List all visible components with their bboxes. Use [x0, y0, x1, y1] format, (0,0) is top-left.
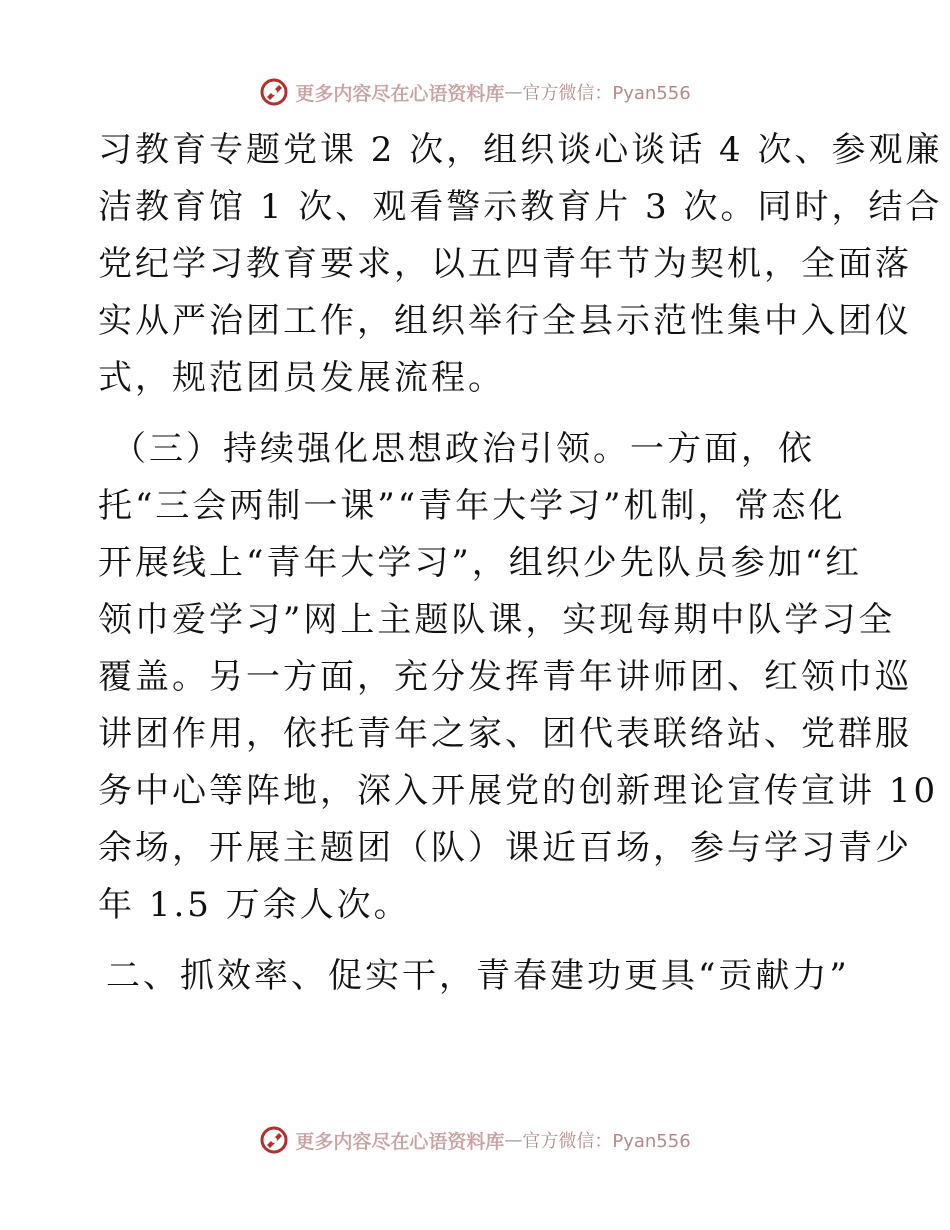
banner-wechat: 官方微信：Pyan556 [522, 1131, 691, 1152]
paragraph-1 [98, 122, 943, 407]
banner-title: 更多内容尽在心语资料库 [295, 82, 505, 105]
text-line: 托“三会两制一课”“青年大学习”机制，常态化 [98, 486, 846, 526]
text-line: 式，规范团员发展流程。 [98, 358, 505, 398]
text-line: 余场，开展主题团（队）课近百场，参与学习青少 [98, 828, 912, 868]
text-line: 开展线上“青年大学习”，组织少先队员参加“红 [98, 543, 863, 583]
text-line: 年 1.5 万余人次。 [98, 885, 411, 925]
header-watermark [0, 72, 950, 112]
banner-dash: — [504, 81, 523, 103]
text-line: 讲团作用，依托青年之家、团代表联络站、党群服 [98, 714, 912, 754]
banner-title: 更多内容尽在心语资料库 [295, 1130, 505, 1153]
logo-icon [259, 1125, 289, 1155]
section-heading: （三）持续强化思想政治引领。一方面，依 [112, 429, 815, 469]
document-body [98, 122, 943, 1005]
paragraph-3 [98, 948, 868, 1005]
text-line: 务中心等阵地，深入开展党的创新理论宣传宣讲 10 [98, 771, 939, 811]
logo-icon [259, 77, 289, 107]
paragraph-2 [98, 421, 939, 934]
text-line: 实从严治团工作，组织举行全县示范性集中入团仪 [98, 301, 912, 341]
chapter-heading: 二、抓效率、促实干，青春建功更具“贡献力” [106, 956, 850, 996]
text-line: 习教育专题党课 2 次，组织谈心谈话 4 次、参观廉 [98, 130, 943, 170]
text-line: 党纪学习教育要求，以五四青年节为契机，全面落 [98, 244, 912, 284]
text-line: 领巾爱学习”网上主题队课，实现每期中队学习全 [98, 600, 896, 640]
banner-dash: — [504, 1129, 523, 1151]
banner-wechat: 官方微信：Pyan556 [522, 83, 691, 104]
text-line: 洁教育馆 1 次、观看警示教育片 3 次。同时，结合 [98, 187, 943, 227]
text-line: 覆盖。另一方面，充分发挥青年讲师团、红领巾巡 [98, 657, 912, 697]
footer-watermark [0, 1120, 950, 1160]
